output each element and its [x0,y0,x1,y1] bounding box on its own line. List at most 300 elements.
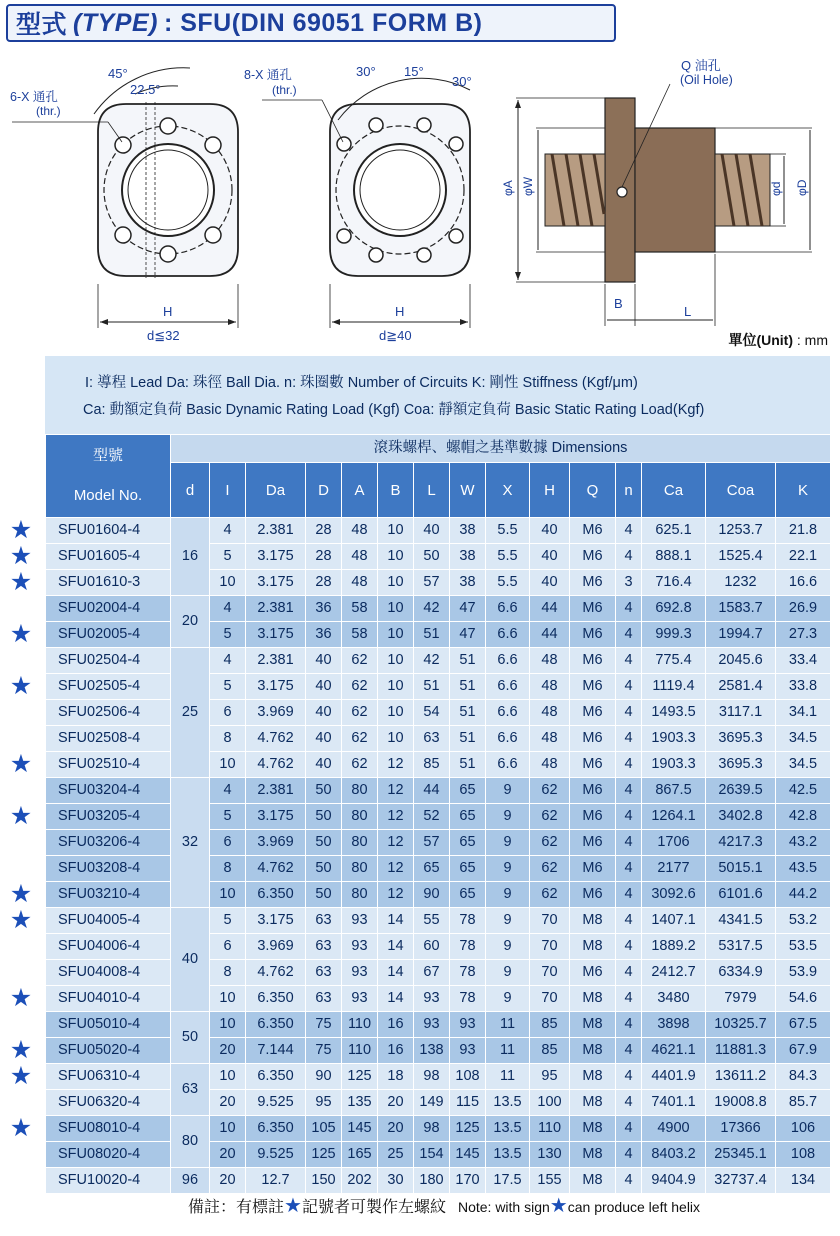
value-cell: 1903.3 [642,752,706,778]
value-cell: 3 [616,570,642,596]
value-cell: M6 [570,960,616,986]
diameter-cell: 20 [171,596,210,648]
value-cell: 6.350 [246,1012,306,1038]
oil-hole-en-label: (Oil Hole) [680,73,733,87]
value-cell: 63 [306,960,342,986]
table-row [46,1064,831,1090]
table-row [46,1168,831,1194]
table-row [46,622,831,648]
value-cell: 12 [378,882,414,908]
table-row [46,908,831,934]
value-cell: 10 [210,882,246,908]
value-cell: M6 [570,778,616,804]
value-cell: 54.6 [776,986,831,1012]
table-row [46,934,831,960]
value-cell: 80 [342,882,378,908]
value-cell: 78 [450,908,486,934]
value-cell: 6.6 [486,596,530,622]
value-cell: 6 [210,934,246,960]
value-cell: 65 [450,882,486,908]
value-cell: 4.762 [246,752,306,778]
legend-line-2: Ca: 動額定負荷 Basic Dynamic Rating Load (Kgf) Coa: 靜額定負荷 Basic Static Rating Load(Kgf) [83,402,705,418]
value-cell: 17.5 [486,1168,530,1194]
value-cell: 4 [616,752,642,778]
value-cell: 125 [342,1064,378,1090]
value-cell: 6.6 [486,622,530,648]
value-cell: 85.7 [776,1090,831,1116]
phi-a-label: φA [501,180,515,196]
value-cell: 4 [616,518,642,544]
value-cell: 42.5 [776,778,831,804]
star-icon: ★ [9,1036,33,1064]
value-cell: 44.2 [776,882,831,908]
value-cell: 80 [342,778,378,804]
value-cell: 48 [530,648,570,674]
angle-30b-label: 30° [452,74,472,89]
value-cell: 9 [486,960,530,986]
star-icon: ★ [9,568,33,596]
value-cell: 63 [306,934,342,960]
value-cell: 716.4 [642,570,706,596]
value-cell: 2639.5 [706,778,776,804]
value-cell: 867.5 [642,778,706,804]
value-cell: 4 [616,882,642,908]
flange-8-hole [330,78,470,328]
value-cell: 40 [530,518,570,544]
value-cell: 44 [530,622,570,648]
value-cell: 3.175 [246,674,306,700]
value-cell: 4.762 [246,960,306,986]
value-cell: 4 [616,1116,642,1142]
value-cell: 60 [414,934,450,960]
value-cell: 2.381 [246,518,306,544]
column-header: W [450,463,486,518]
value-cell: 4341.5 [706,908,776,934]
angle-45-label: 45° [108,66,128,81]
value-cell: 40 [306,726,342,752]
value-cell: 19008.8 [706,1090,776,1116]
oil-hole-label: Q 油孔 [681,58,721,73]
value-cell: 93 [414,986,450,1012]
value-cell: 38 [450,544,486,570]
l-label: L [684,304,692,319]
value-cell: 50 [306,882,342,908]
model-cell: SFU02510-4 [46,752,171,778]
value-cell: 40 [306,752,342,778]
value-cell: 7.144 [246,1038,306,1064]
value-cell: M8 [570,986,616,1012]
value-cell: 85 [530,1012,570,1038]
table-row [46,518,831,544]
value-cell: 3.969 [246,934,306,960]
value-cell: 51 [414,622,450,648]
value-cell: 12 [378,830,414,856]
column-header: Da [246,463,306,518]
value-cell: 1889.2 [642,934,706,960]
model-cell: SFU02005-4 [46,622,171,648]
value-cell: 62 [342,648,378,674]
value-cell: 98 [414,1116,450,1142]
holes6-label: 6-X 通孔 [10,90,58,104]
diameter-cell: 32 [171,778,210,908]
value-cell: M8 [570,1064,616,1090]
model-cell: SFU08010-4 [46,1116,171,1142]
table-row [46,570,831,596]
value-cell: 10 [210,1012,246,1038]
value-cell: 47 [450,622,486,648]
value-cell: 48 [530,674,570,700]
value-cell: 3.175 [246,544,306,570]
value-cell: 65 [450,830,486,856]
value-cell: 1253.7 [706,518,776,544]
value-cell: M8 [570,934,616,960]
column-header: A [342,463,378,518]
value-cell: 4 [616,986,642,1012]
value-cell: 9.525 [246,1142,306,1168]
value-cell: 67.5 [776,1012,831,1038]
value-cell: 16.6 [776,570,831,596]
model-cell: SFU01604-4 [46,518,171,544]
value-cell: 4 [210,778,246,804]
value-cell: 3.969 [246,830,306,856]
value-cell: 32737.4 [706,1168,776,1194]
value-cell: 10 [378,726,414,752]
value-cell: 40 [306,700,342,726]
value-cell: 90 [414,882,450,908]
value-cell: 4 [616,1142,642,1168]
model-header: 型號 Model No. [46,435,171,518]
value-cell: 25345.1 [706,1142,776,1168]
star-icon: ★ [9,542,33,570]
value-cell: 10 [378,674,414,700]
value-cell: 4 [616,1168,642,1194]
angle-15-label: 15° [404,64,424,79]
value-cell: 9 [486,804,530,830]
value-cell: 110 [342,1038,378,1064]
value-cell: M8 [570,1168,616,1194]
value-cell: 6.6 [486,700,530,726]
value-cell: 14 [378,986,414,1012]
b-label: B [614,296,623,311]
value-cell: 4.762 [246,726,306,752]
title-type: (TYPE) [73,8,158,37]
value-cell: 50 [414,544,450,570]
table-row [46,856,831,882]
value-cell: 4 [616,1012,642,1038]
dimensions-header: 滾珠螺桿、螺帽之基準數據 Dimensions [171,435,831,463]
value-cell: 9 [486,856,530,882]
value-cell: 4 [616,648,642,674]
value-cell: M6 [570,726,616,752]
model-cell: SFU10020-4 [46,1168,171,1194]
value-cell: 1407.1 [642,908,706,934]
value-cell: 4401.9 [642,1064,706,1090]
table-row [46,882,831,908]
value-cell: 36 [306,622,342,648]
value-cell: 9.525 [246,1090,306,1116]
value-cell: 154 [414,1142,450,1168]
column-header: d [171,463,210,518]
value-cell: 125 [450,1116,486,1142]
value-cell: 55 [414,908,450,934]
value-cell: 53.9 [776,960,831,986]
value-cell: 12 [378,752,414,778]
diameter-cell: 80 [171,1116,210,1168]
value-cell: 90 [306,1064,342,1090]
value-cell: 3480 [642,986,706,1012]
holes6-en-label: (thr.) [36,104,61,118]
value-cell: 42 [414,596,450,622]
value-cell: 51 [450,726,486,752]
value-cell: 93 [450,1012,486,1038]
value-cell: 62 [530,856,570,882]
value-cell: 80 [342,856,378,882]
value-cell: 4 [616,726,642,752]
value-cell: 5.5 [486,544,530,570]
spec-table [45,434,831,1194]
value-cell: 3.175 [246,908,306,934]
value-cell: 14 [378,960,414,986]
value-cell: 10 [210,752,246,778]
column-header: L [414,463,450,518]
diameter-cell: 40 [171,908,210,1012]
d-large-label: d≧40 [379,328,412,343]
table-row [46,648,831,674]
value-cell: 625.1 [642,518,706,544]
column-header: H [530,463,570,518]
value-cell: 145 [342,1116,378,1142]
value-cell: 20 [210,1038,246,1064]
column-header: B [378,463,414,518]
value-cell: 13611.2 [706,1064,776,1090]
value-cell: 4 [616,856,642,882]
value-cell: 165 [342,1142,378,1168]
value-cell: 6.350 [246,882,306,908]
value-cell: M6 [570,622,616,648]
column-header: I [210,463,246,518]
value-cell: 16 [378,1012,414,1038]
value-cell: M8 [570,1142,616,1168]
model-cell: SFU04008-4 [46,960,171,986]
value-cell: 3092.6 [642,882,706,908]
column-header: Coa [706,463,776,518]
star-icon: ★ [9,516,33,544]
value-cell: 62 [342,726,378,752]
value-cell: 125 [306,1142,342,1168]
nut-side-view [515,84,812,326]
flange-6-hole [94,68,238,328]
value-cell: 20 [378,1090,414,1116]
value-cell: 58 [342,596,378,622]
value-cell: 10 [378,544,414,570]
value-cell: 51 [450,674,486,700]
value-cell: 47 [450,596,486,622]
value-cell: 1119.4 [642,674,706,700]
value-cell: 5 [210,622,246,648]
value-cell: 1583.7 [706,596,776,622]
value-cell: 108 [450,1064,486,1090]
value-cell: 20 [210,1168,246,1194]
value-cell: 21.8 [776,518,831,544]
value-cell: 6.350 [246,1116,306,1142]
value-cell: 16 [378,1038,414,1064]
value-cell: 51 [450,752,486,778]
legend-line-1: I: 導程 Lead Da: 珠徑 Ball Dia. n: 珠圈數 Number of Circuits K: 剛性 Stiffness (Kgf/μm) [85,375,638,391]
value-cell: 4 [616,700,642,726]
value-cell: 2.381 [246,648,306,674]
value-cell: 51 [450,648,486,674]
value-cell: 100 [530,1090,570,1116]
value-cell: 115 [450,1090,486,1116]
value-cell: 12 [378,804,414,830]
value-cell: 10 [210,986,246,1012]
value-cell: 34.5 [776,752,831,778]
value-cell: 40 [414,518,450,544]
value-cell: 6.350 [246,1064,306,1090]
holes8-en-label: (thr.) [272,83,297,97]
value-cell: M8 [570,1012,616,1038]
value-cell: 105 [306,1116,342,1142]
angle-30a-label: 30° [356,64,376,79]
value-cell: 52 [414,804,450,830]
value-cell: 33.8 [776,674,831,700]
value-cell: 62 [530,778,570,804]
value-cell: 78 [450,960,486,986]
value-cell: 3.175 [246,622,306,648]
value-cell: 692.8 [642,596,706,622]
value-cell: M6 [570,830,616,856]
model-cell: SFU04005-4 [46,908,171,934]
value-cell: 110 [530,1116,570,1142]
value-cell: 775.4 [642,648,706,674]
value-cell: 13.5 [486,1090,530,1116]
value-cell: 8 [210,856,246,882]
value-cell: 42 [414,648,450,674]
footnote: 備註：有標註★記號者可製作左螺紋 Note: with sign★can produce left helix [188,1195,701,1217]
value-cell: 38 [450,570,486,596]
value-cell: 14 [378,934,414,960]
value-cell: 11881.3 [706,1038,776,1064]
page-title [6,4,616,42]
phi-d-small-label: φd [769,181,783,196]
value-cell: 5015.1 [706,856,776,882]
value-cell: 4 [616,934,642,960]
value-cell: 57 [414,570,450,596]
column-header: D [306,463,342,518]
value-cell: 63 [414,726,450,752]
value-cell: 20 [378,1116,414,1142]
value-cell: 58 [342,622,378,648]
table-row [46,596,831,622]
value-cell: 48 [530,752,570,778]
value-cell: 20 [210,1090,246,1116]
holes8-label: 8-X 通孔 [244,68,292,82]
value-cell: 95 [306,1090,342,1116]
title-prefix: 型式 [16,11,68,39]
column-header: X [486,463,530,518]
value-cell: 155 [530,1168,570,1194]
model-cell: SFU03204-4 [46,778,171,804]
value-cell: 36 [306,596,342,622]
value-cell: 28 [306,570,342,596]
value-cell: 93 [342,934,378,960]
value-cell: 138 [414,1038,450,1064]
value-cell: 5 [210,908,246,934]
value-cell: M8 [570,1090,616,1116]
value-cell: 888.1 [642,544,706,570]
value-cell: 2.381 [246,596,306,622]
value-cell: 7401.1 [642,1090,706,1116]
value-cell: 40 [306,674,342,700]
value-cell: 8 [210,960,246,986]
star-icon: ★ [9,750,33,778]
value-cell: 50 [306,778,342,804]
value-cell: 6.6 [486,726,530,752]
table-row [46,804,831,830]
value-cell: M6 [570,648,616,674]
value-cell: 1493.5 [642,700,706,726]
table-row [46,1142,831,1168]
value-cell: 10 [378,622,414,648]
value-cell: 3402.8 [706,804,776,830]
value-cell: 145 [450,1142,486,1168]
value-cell: 28 [306,518,342,544]
value-cell: M8 [570,908,616,934]
value-cell: 13.5 [486,1116,530,1142]
model-cell: SFU06320-4 [46,1090,171,1116]
value-cell: 5317.5 [706,934,776,960]
value-cell: 93 [450,1038,486,1064]
value-cell: M6 [570,544,616,570]
column-header: Ca [642,463,706,518]
table-row [46,960,831,986]
value-cell: 54 [414,700,450,726]
value-cell: 33.4 [776,648,831,674]
value-cell: 2412.7 [642,960,706,986]
model-cell: SFU04006-4 [46,934,171,960]
value-cell: 130 [530,1142,570,1168]
model-cell: SFU03210-4 [46,882,171,908]
value-cell: 85 [414,752,450,778]
value-cell: 48 [530,726,570,752]
value-cell: 10 [210,570,246,596]
value-cell: 44 [414,778,450,804]
value-cell: M6 [570,700,616,726]
value-cell: 75 [306,1038,342,1064]
value-cell: 3117.1 [706,700,776,726]
value-cell: 9 [486,830,530,856]
value-cell: 50 [306,830,342,856]
model-cell: SFU01610-3 [46,570,171,596]
value-cell: 5 [210,804,246,830]
value-cell: 180 [414,1168,450,1194]
table-row [46,1116,831,1142]
table-row [46,1012,831,1038]
value-cell: 4 [616,960,642,986]
value-cell: 40 [530,570,570,596]
value-cell: 50 [306,804,342,830]
value-cell: 6 [210,830,246,856]
value-cell: 135 [342,1090,378,1116]
value-cell: 4 [616,674,642,700]
star-icon: ★ [9,1062,33,1090]
value-cell: 43.5 [776,856,831,882]
value-cell: 28 [306,544,342,570]
value-cell: 1994.7 [706,622,776,648]
value-cell: M8 [570,1116,616,1142]
value-cell: 108 [776,1142,831,1168]
value-cell: 26.9 [776,596,831,622]
